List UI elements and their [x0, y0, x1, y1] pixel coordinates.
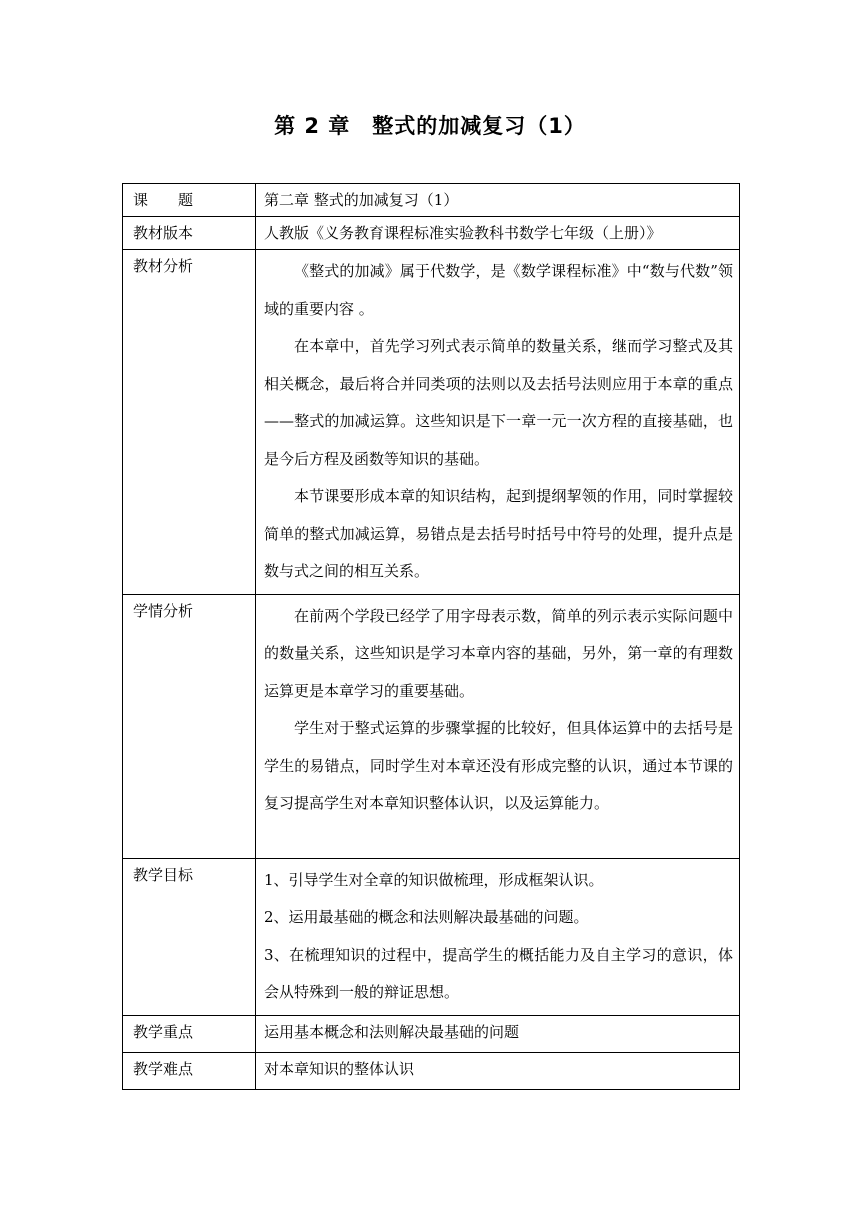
key-point-value: 运用基本概念和法则解决最基础的问题: [256, 1015, 740, 1052]
topic-value: 第二章 整式的加减复习（1）: [256, 184, 740, 217]
analysis-paragraph: 在本章中，首先学习列式表示简单的数量关系，继而学习整式及其相关概念，最后将合并同类项的法则以及去括号法则应用于本章的重点——整式的加减运算。这些知识是下一章一元一次方程的直接基础，也是今后方程及函数等知识的基础。: [264, 337, 733, 468]
key-point-label: 教学重点: [123, 1015, 256, 1052]
row-edition: [123, 217, 740, 250]
row-key-point: [123, 1015, 740, 1052]
objective-item: 3、在梳理知识的过程中，提高学生的概括能力及自主学习的意识，体会从特殊到一般的辩证思想。: [264, 945, 733, 1001]
students-label: 学情分析: [123, 594, 256, 858]
row-objectives: [123, 858, 740, 1015]
analysis-paragraph: 本节课要形成本章的知识结构，起到提纲挈领的作用，同时掌握较简单的整式加减运算，易错点是去括号时括号中符号的处理，提升点是数与式之间的相互关系。: [264, 487, 733, 580]
analysis-paragraph: 《整式的加减》属于代数学，是《数学课程标准》中“数与代数”领域的重要内容 。: [264, 262, 733, 318]
row-topic: [123, 184, 740, 217]
row-students: [123, 594, 740, 858]
analysis-content: [256, 250, 740, 595]
students-paragraph: 学生对于整式运算的步骤掌握的比较好，但具体运算中的去括号是学生的易错点，同时学生对本章还没有形成完整的认识，通过本节课的复习提高学生对本章知识整体认识，以及运算能力。: [264, 719, 733, 812]
lesson-plan-table: [122, 183, 740, 1090]
row-analysis: [123, 250, 740, 595]
objectives-label: 教学目标: [123, 858, 256, 1015]
row-difficulty: [123, 1052, 740, 1089]
topic-label: 课 题: [123, 184, 256, 217]
edition-value: 人教版《义务教育课程标准实验教科书数学七年级（上册）》: [256, 217, 740, 250]
students-paragraph: 在前两个学段已经学了用字母表示数，简单的列示表示实际问题中的数量关系，这些知识是学习本章内容的基础，另外，第一章的有理数运算更是本章学习的重要基础。: [264, 606, 733, 700]
students-content: [256, 594, 740, 858]
difficulty-value: 对本章知识的整体认识: [256, 1052, 740, 1089]
edition-label: 教材版本: [123, 217, 256, 250]
objectives-content: [256, 858, 740, 1015]
page-title: 第 2 章 整式的加减复习（1）: [274, 114, 586, 138]
difficulty-label: 教学难点: [123, 1052, 256, 1089]
objective-item: 1、引导学生对全章的知识做梳理，形成框架认识。: [264, 870, 604, 889]
analysis-label: 教材分析: [123, 250, 256, 595]
objective-item: 2、运用最基础的概念和法则解决最基础的问题。: [264, 908, 589, 926]
